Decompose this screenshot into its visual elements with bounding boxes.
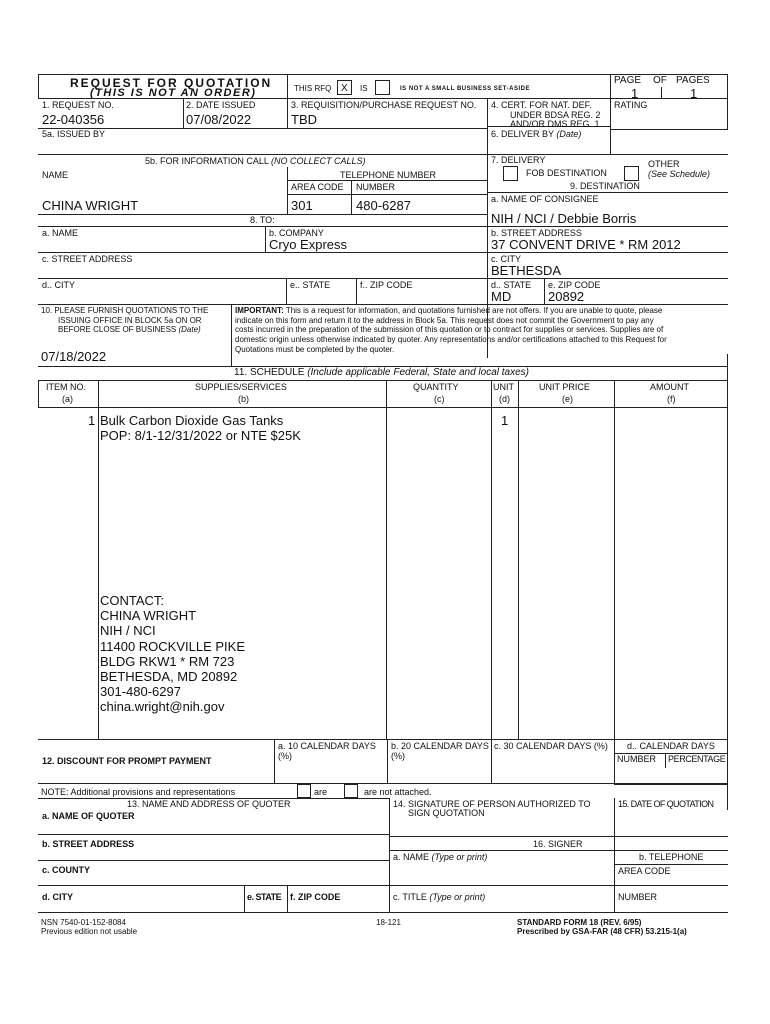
signer-name-label: a. NAME (Type or print)	[393, 852, 488, 862]
discount-20-label: b. 20 CALENDAR DAYS	[391, 741, 489, 751]
are-not-label: are not attached.	[364, 787, 432, 797]
provisions-are-checkbox[interactable]	[297, 784, 311, 798]
consignee-label: a. NAME OF CONSIGNEE	[491, 194, 599, 204]
area-code-field[interactable]: 301	[291, 198, 313, 213]
dest-zip-field[interactable]: 20892	[548, 289, 585, 304]
company-field[interactable]: Cryo Express	[269, 237, 348, 252]
col-supplies: SUPPLIES/SERVICES	[195, 382, 287, 392]
discount-days-label: d.. CALENDAR DAYS	[627, 741, 715, 751]
contact-block: CONTACT: CHINA WRIGHT NIH / NCI 11400 ROCKVILLE PIKE BLDG RKW1 * RM 723 BETHESDA, MD 20892 301-480-6297 china.wright@nih.gov	[100, 593, 246, 715]
nsn-label: NSN 7540-01-152-8084	[41, 918, 126, 927]
discount-number-label: NUMBER	[617, 754, 657, 764]
col-amount-letter: (f)	[667, 394, 676, 404]
dest-state-label: d.. STATE	[491, 280, 532, 290]
page-label: PAGE	[614, 75, 642, 86]
discount-30-label: c. 30 CALENDAR DAYS (%)	[494, 741, 608, 751]
discount-10-label: a. 10 CALENDAR DAYS	[278, 741, 376, 751]
quoter-section-label: 13. NAME AND ADDRESS OF QUOTER	[127, 799, 291, 809]
dest-street-field[interactable]: 37 CONVENT DRIVE * RM 2012	[491, 237, 681, 252]
prescribed-by-label: Prescribed by GSA-FAR (48 CFR) 53.215-1(a)	[517, 927, 687, 936]
see-schedule-label: (See Schedule)	[648, 169, 711, 179]
quoter-name-label: a. NAME OF QUOTER	[42, 811, 135, 821]
request-no-field[interactable]: 22-040356	[42, 112, 105, 127]
unit-cell: 1	[501, 413, 509, 428]
number-label: NUMBER	[356, 182, 396, 192]
telephone-label: TELEPHONE NUMBER	[340, 170, 437, 180]
delivery-label: 7. DELIVERY	[491, 155, 546, 165]
important-line2: indicate on this form and return it to the address in Block 5a. This request does not commit the Government to pay any	[235, 316, 654, 325]
fob-destination-label: FOB DESTINATION	[526, 168, 607, 178]
quoter-city-label: d. CITY	[42, 892, 73, 902]
rating-label: RATING	[614, 100, 648, 110]
signature-label-line2: SIGN QUOTATION	[408, 808, 485, 818]
col-unit-price-letter: (e)	[562, 394, 573, 404]
destination-label: 9. DESTINATION	[570, 181, 640, 191]
discount-label: 12. DISCOUNT FOR PROMPT PAYMENT	[42, 756, 212, 766]
phone-number-field[interactable]: 480-6287	[356, 198, 411, 213]
quotation-due-date-field[interactable]: 07/18/2022	[41, 349, 107, 364]
set-aside-checkbox[interactable]	[375, 80, 390, 95]
name-label: NAME	[42, 170, 69, 180]
block10-line1: 10. PLEASE FURNISH QUOTATIONS TO THE	[41, 306, 209, 315]
signer-label: 16. SIGNER	[533, 839, 583, 849]
important-line1: IMPORTANT: This is a request for information, and quotations furnished are not offers. If you are unable to quote, please	[235, 306, 663, 315]
other-label: OTHER	[648, 159, 680, 169]
block10-line3: BEFORE CLOSE OF BUSINESS (Date)	[58, 325, 201, 334]
col-quantity-letter: (c)	[434, 394, 445, 404]
date-of-quotation-label: 15. DATE OF QUOTATION	[618, 799, 714, 809]
area-code-label: AREA CODE	[291, 182, 344, 192]
important-line4: domestic origin unless otherwise indicated by quoter. Any representations and/or certifications attached to this Request for	[235, 335, 667, 344]
signature-label-line1: 14. SIGNATURE OF PERSON AUTHORIZED TO	[393, 799, 591, 809]
requisition-label: 3. REQUISITION/PURCHASE REQUEST NO.	[291, 100, 477, 110]
cert-label-line3: AND/OR DMS REG. 1	[510, 120, 600, 127]
form-title: REQUEST FOR QUOTATION	[70, 76, 273, 90]
schedule-title: 11. SCHEDULE (Include applicable Federal, State and local taxes)	[234, 367, 529, 378]
item-number-cell: 1	[88, 413, 96, 428]
form-subtitle: (THIS IS NOT AN ORDER)	[90, 87, 257, 99]
col-item-no: ITEM NO.	[46, 382, 86, 392]
supplies-description-cell: Bulk Carbon Dioxide Gas Tanks POP: 8/1-12/31/2022 or NTE $25K	[100, 413, 301, 444]
signer-title-label: c. TITLE (Type or print)	[393, 892, 486, 902]
fob-destination-checkbox[interactable]	[503, 166, 518, 181]
to-label: 8. TO:	[250, 215, 275, 225]
requisition-field[interactable]: TBD	[291, 112, 317, 127]
company-label: b. COMPANY	[269, 228, 324, 238]
cert-label-line1: 4. CERT. FOR NAT. DEF.	[491, 100, 592, 110]
discount-20-pct: (%)	[391, 751, 405, 761]
provisions-are-not-checkbox[interactable]	[344, 784, 358, 798]
this-rfq-label: THIS RFQ	[294, 84, 332, 93]
previous-edition-label: Previous edition not usable	[41, 927, 138, 936]
page-number: 1	[631, 86, 639, 101]
discount-10-pct: (%)	[278, 751, 292, 761]
form-code: 18-121	[376, 918, 401, 927]
discount-percentage-label: PERCENTAGE	[668, 754, 726, 764]
request-no-label: 1. REQUEST NO.	[42, 100, 114, 110]
dest-city-field[interactable]: BETHESDA	[491, 263, 562, 278]
quoter-state-label: e. STATE	[247, 892, 282, 902]
consignee-field[interactable]: NIH / NCI / Debbie Borris	[491, 211, 637, 226]
cert-label-line2: UNDER BDSA REG. 2	[510, 110, 601, 120]
total-pages: 1	[690, 86, 698, 101]
dest-street-label: b. STREET ADDRESS	[491, 228, 582, 238]
date-issued-label: 2. DATE ISSUED	[186, 100, 256, 110]
quoter-street-label: b. STREET ADDRESS	[42, 839, 135, 849]
note-label: NOTE: Additional provisions and representations	[41, 787, 236, 797]
col-amount: AMOUNT	[650, 382, 689, 392]
are-label: are	[314, 787, 328, 797]
info-call-label: 5b. FOR INFORMATION CALL (NO COLLECT CALLS)	[145, 156, 366, 166]
is-label: IS	[360, 84, 368, 93]
to-state-label: e.. STATE	[290, 280, 331, 290]
contact-name-field[interactable]: CHINA WRIGHT	[42, 198, 139, 213]
signer-area-code-label: AREA CODE	[618, 866, 671, 876]
to-city-label: d.. CITY	[42, 280, 76, 290]
date-issued-field[interactable]: 07/08/2022	[186, 112, 252, 127]
to-name-label: a. NAME	[42, 228, 79, 238]
col-item-no-letter: (a)	[62, 394, 73, 404]
other-checkbox[interactable]	[624, 166, 639, 181]
pages-label: PAGES	[676, 75, 710, 86]
signer-number-label: NUMBER	[618, 892, 658, 902]
col-quantity: QUANTITY	[413, 382, 459, 392]
rfq-checkbox-mark: X	[341, 83, 348, 94]
quoter-county-label: c. COUNTY	[42, 865, 91, 875]
col-unit: UNIT	[493, 382, 514, 392]
dest-state-field[interactable]: MD	[491, 289, 512, 304]
col-unit-price: UNIT PRICE	[539, 382, 590, 392]
important-line5: Quotations must be completed by the quoter.	[235, 345, 395, 354]
to-street-label: c. STREET ADDRESS	[42, 254, 133, 264]
block10-line2: ISSUING OFFICE IN BLOCK 5a ON OR	[58, 316, 202, 325]
standard-form-label: STANDARD FORM 18 (REV. 6/95)	[517, 918, 642, 927]
important-line3: costs incurred in the preparation of the submission of this quotation or to contract for supplies or services. Supplies are of	[235, 325, 664, 334]
set-aside-label: IS NOT A SMALL BUSINESS SET-ASIDE	[400, 86, 530, 92]
to-zip-label: f.. ZIP CODE	[360, 280, 413, 290]
dest-zip-label: e. ZIP CODE	[548, 280, 601, 290]
col-unit-letter: (d)	[499, 394, 510, 404]
signer-telephone-label: b. TELEPHONE	[639, 852, 704, 862]
col-supplies-letter: (b)	[238, 394, 249, 404]
deliver-by-label: 6. DELIVER BY (Date)	[491, 129, 582, 139]
issued-by-label: 5a. ISSUED BY	[42, 129, 106, 139]
quoter-zip-label: f. ZIP CODE	[290, 892, 341, 902]
of-label: OF	[653, 75, 667, 86]
dest-city-label: c. CITY	[491, 254, 522, 264]
